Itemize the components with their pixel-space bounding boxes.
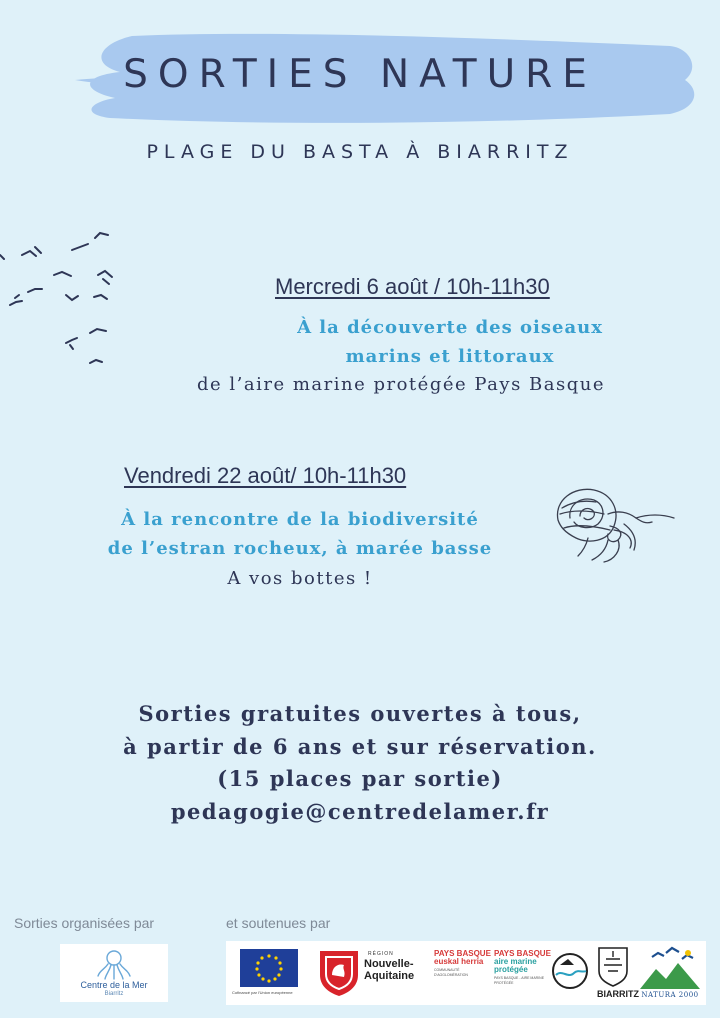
organizer-name: Centre de la Mer xyxy=(80,980,148,990)
sponsors-logos-strip xyxy=(226,941,706,1005)
info-line-age: à partir de 6 ans et sur réservation. xyxy=(123,733,597,759)
info-block xyxy=(0,698,720,828)
natura-2000-label: NATURA 2000 xyxy=(641,991,699,999)
pays-basque-agglo-euskal: euskal herria xyxy=(434,957,484,966)
event-1-date: Mercredi 6 août / 10h-11h30 xyxy=(275,274,550,299)
event-2-subtitle: A vos bottes ! xyxy=(227,568,373,589)
info-line-places: (15 places par sortie) xyxy=(217,766,503,791)
region-name: Nouvelle-Aquitaine xyxy=(364,958,415,982)
eu-caption: Cofinancé par l'Union européenne xyxy=(232,990,293,995)
event-1-subtitle: de l’aire marine protégée Pays Basque xyxy=(197,374,605,395)
supported-by-label: et soutenues par xyxy=(226,915,331,931)
pays-basque-amp-logo xyxy=(494,950,554,986)
pays-basque-agglo-logo xyxy=(434,950,494,978)
event-2-date: Vendredi 22 août/ 10h-11h30 xyxy=(124,463,407,488)
info-line-free: Sorties gratuites ouvertes à tous, xyxy=(138,701,582,726)
eu-flag-icon xyxy=(240,949,298,987)
organizer-city: Biarritz xyxy=(104,991,124,997)
natura-2000-icon xyxy=(638,945,702,989)
birds-flock-icon xyxy=(0,225,140,375)
pays-basque-agglo-caption: COMMUNAUTÉ D'AGGLOMÉRATION xyxy=(434,968,468,977)
octopus-icon xyxy=(96,948,132,980)
page-subtitle: PLAGE DU BASTA À BIARRITZ xyxy=(146,141,574,163)
event-2-title-line-2: de l’estran rocheux, à marée basse xyxy=(107,538,493,559)
pays-basque-amp-caption: PAYS BASQUE - AIRE MARINE PROTÉGÉE xyxy=(494,976,545,985)
event-1-title-line-2: marins et littoraux xyxy=(345,346,555,367)
pays-basque-amp-subtitle: aire marine protégée xyxy=(494,957,537,974)
event-2-title-line-1: À la rencontre de la biodiversité xyxy=(121,509,479,530)
biarritz-crest-icon xyxy=(596,945,630,987)
pays-basque-amp-title: PAYS BASQUE xyxy=(494,949,551,958)
region-label: RÉGION xyxy=(368,951,394,957)
organizer-logo xyxy=(60,944,168,1002)
event-1-title xyxy=(250,313,650,371)
marine-area-wave-icon xyxy=(550,949,590,993)
nouvelle-aquitaine-shield-icon xyxy=(318,947,360,997)
biarritz-label: BIARRITZ xyxy=(597,989,639,999)
organized-by-label: Sorties organisées par xyxy=(14,915,155,931)
contact-email-link[interactable]: pedagogie@centredelamer.fr xyxy=(170,798,550,824)
event-2-title xyxy=(70,505,530,563)
pays-basque-agglo-title: PAYS BASQUE xyxy=(434,949,491,958)
hermit-crab-icon xyxy=(548,480,678,570)
event-1-title-line-1: À la découverte des oiseaux xyxy=(297,317,603,338)
page-title: SORTIES NATURE xyxy=(123,52,597,97)
